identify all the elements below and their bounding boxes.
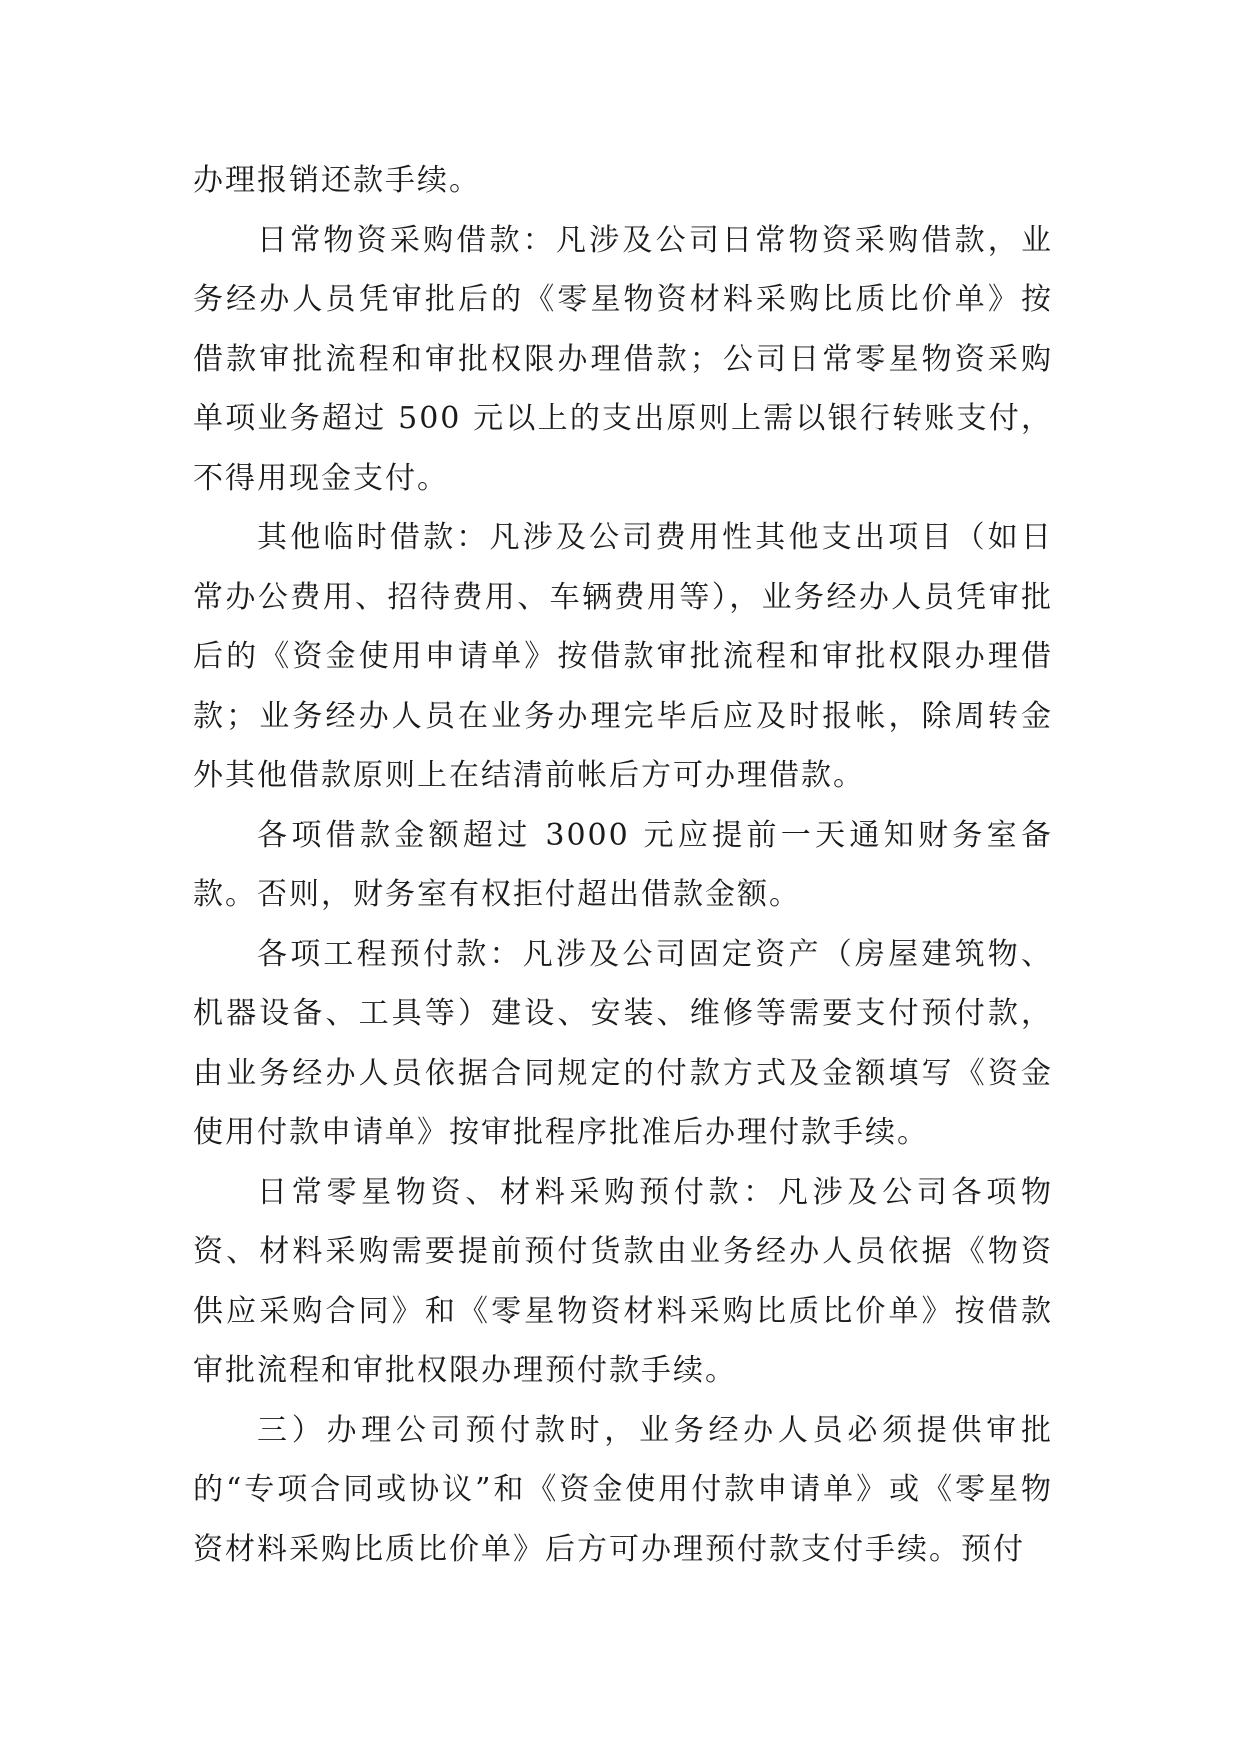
paragraph-2: 日常物资采购借款：凡涉及公司日常物资采购借款，业务经办人员凭审批后的《零星物资材料采购比质比价单》按借款审批流程和审批权限办理借款；公司日常零星物资采购单项业务超过 500 元以上的支出原则上需以银行转账支付，不得用现金支付。: [193, 222, 1053, 496]
paragraph-5: 各项工程预付款：凡涉及公司固定资产（房屋建筑物、机器设备、工具等）建设、安装、维修等需要支付预付款，由业务经办人员依据合同规定的付款方式及金额填写《资金使用付款申请单》按审批程序批准后办理付款手续。: [193, 936, 1053, 1150]
paragraph-6: 日常零星物资、材料采购预付款：凡涉及公司各项物资、材料采购需要提前预付货款由业务经办人员依据《物资供应采购合同》和《零星物资材料采购比质比价单》按借款审批流程和审批权限办理预付款手续。: [193, 1174, 1053, 1388]
paragraph-4: 各项借款金额超过 3000 元应提前一天通知财务室备款。否则，财务室有权拒付超出借款金额。: [193, 817, 1053, 912]
paragraph-1: 办理报销还款手续。: [193, 163, 481, 198]
document-body: [193, 151, 1053, 1579]
paragraph-7: 三）办理公司预付款时，业务经办人员必须提供审批的“专项合同或协议”和《资金使用付款申请单》或《零星物资材料采购比质比价单》后方可办理预付款支付手续。预付: [193, 1412, 1053, 1567]
paragraph-3: 其他临时借款：凡涉及公司费用性其他支出项目（如日常办公费用、招待费用、车辆费用等），业务经办人员凭审批后的《资金使用申请单》按借款审批流程和审批权限办理借款；业务经办人员在业务办理完毕后应及时报帐，除周转金外其他借款原则上在结清前帐后方可办理借款。: [193, 520, 1053, 793]
